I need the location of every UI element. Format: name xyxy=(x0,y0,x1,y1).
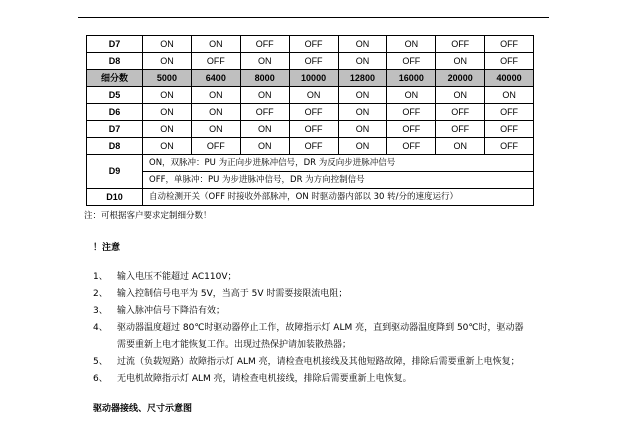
table-cell: ON xyxy=(143,104,192,121)
row-label: 细分数 xyxy=(87,70,143,87)
table-cell: OFF xyxy=(485,104,534,121)
table-cell: 40000 xyxy=(485,70,534,87)
table-cell: OFF xyxy=(289,104,338,121)
table-cell: OFF xyxy=(387,104,436,121)
diagram-heading: 驱动器接线、尺寸示意图 xyxy=(93,404,193,414)
table-cell: OFF xyxy=(485,36,534,53)
table-cell: ON xyxy=(240,87,289,104)
list-item-continuation: 需要重新上电才能恢复工作。出现过热保护请加装散热器； xyxy=(117,340,352,350)
table-cell: ON xyxy=(191,36,240,53)
table-cell: ON xyxy=(436,138,485,155)
table-cell: 10000 xyxy=(289,70,338,87)
table-cell: OFF xyxy=(240,36,289,53)
table-cell: ON xyxy=(240,53,289,70)
table-cell: OFF xyxy=(289,121,338,138)
table-cell: ON xyxy=(191,87,240,104)
table-cell: 16000 xyxy=(387,70,436,87)
table-cell: OFF xyxy=(191,53,240,70)
row-label: D7 xyxy=(87,121,143,138)
d9-row xyxy=(87,172,534,189)
switch-row xyxy=(87,53,534,70)
table-cell: ON xyxy=(143,87,192,104)
table-cell: OFF xyxy=(436,121,485,138)
list-item: 1、 输入电压不能超过 AC110V； xyxy=(93,272,237,282)
table-cell: ON xyxy=(143,36,192,53)
table-cell: ON xyxy=(143,121,192,138)
table-cell: OFF xyxy=(240,104,289,121)
d9-desc-on: ON，双脉冲：PU 为正向步进脉冲信号，DR 为反向步进脉冲信号 xyxy=(143,155,534,172)
table-cell: OFF xyxy=(191,138,240,155)
table-cell: ON xyxy=(338,104,387,121)
table-cell: 8000 xyxy=(240,70,289,87)
caution-heading: ！注意 xyxy=(93,243,121,253)
table-cell: ON xyxy=(485,87,534,104)
table-cell: OFF xyxy=(387,53,436,70)
table-cell: ON xyxy=(240,138,289,155)
row-label: D5 xyxy=(87,87,143,104)
list-item: 3、 输入脉冲信号下降沿有效； xyxy=(93,306,226,316)
d10-desc: 自动检测开关（OFF 时接收外部脉冲，ON 时驱动器内部以 30 转/分的速度运行） xyxy=(143,189,534,206)
table-cell: OFF xyxy=(387,121,436,138)
table-cell: ON xyxy=(143,53,192,70)
switch-row xyxy=(87,104,534,121)
d10-row xyxy=(87,189,534,206)
row-label: D7 xyxy=(87,36,143,53)
switch-row xyxy=(87,36,534,53)
table-cell: ON xyxy=(191,121,240,138)
table-cell: OFF xyxy=(485,53,534,70)
switch-row xyxy=(87,121,534,138)
table-cell: OFF xyxy=(387,138,436,155)
table-cell: ON xyxy=(387,36,436,53)
row-label: D8 xyxy=(87,53,143,70)
row-label: D8 xyxy=(87,138,143,155)
table-cell: ON xyxy=(436,87,485,104)
table-cell: ON xyxy=(143,138,192,155)
d9-row xyxy=(87,155,534,172)
table-cell: OFF xyxy=(436,104,485,121)
table-cell: ON xyxy=(387,87,436,104)
table-cell: 6400 xyxy=(191,70,240,87)
table-cell: OFF xyxy=(289,138,338,155)
table-cell: ON xyxy=(289,87,338,104)
row-label: D10 xyxy=(87,189,143,206)
list-item: 5、 过流（负载短路）故障指示灯 ALM 亮，请检查电机接线及其他短路故障，排除后需要重新上电恢复； xyxy=(93,357,520,367)
table-cell: ON xyxy=(338,87,387,104)
table-cell: OFF xyxy=(289,36,338,53)
switch-row xyxy=(87,87,534,104)
header-rule xyxy=(78,17,549,18)
table-cell: ON xyxy=(240,121,289,138)
list-item: 6、 无电机故障指示灯 ALM 亮，请检查电机接线，排除后需要重新上电恢复。 xyxy=(93,374,412,384)
table-cell: ON xyxy=(338,138,387,155)
table-cell: OFF xyxy=(436,36,485,53)
table-cell: 20000 xyxy=(436,70,485,87)
list-item: 2、 输入控制信号电平为 5V，当高于 5V 时需要接限流电阻； xyxy=(93,289,348,299)
row-label: D9 xyxy=(87,155,143,189)
d9-desc-off: OFF，单脉冲：PU 为步进脉冲信号，DR 为方向控制信号 xyxy=(143,172,534,189)
table-cell: OFF xyxy=(485,138,534,155)
table-cell: 12800 xyxy=(338,70,387,87)
table-cell: ON xyxy=(191,104,240,121)
caution-list xyxy=(93,267,524,386)
table-cell: 5000 xyxy=(143,70,192,87)
table-cell: ON xyxy=(436,53,485,70)
table-cell: ON xyxy=(338,121,387,138)
switch-row xyxy=(87,138,534,155)
table-cell: OFF xyxy=(485,121,534,138)
custom-subdivision-note: 注：可根据客户要求定制细分数！ xyxy=(84,211,212,221)
list-item: 4、 驱动器温度超过 80℃时驱动器停止工作，故障指示灯 ALM 亮，直到驱动器温度降到 50℃时，驱动器 xyxy=(93,323,524,333)
row-label: D6 xyxy=(87,104,143,121)
dip-switch-table xyxy=(86,35,534,206)
table-cell: ON xyxy=(338,36,387,53)
table-cell: ON xyxy=(338,53,387,70)
subdivision-row xyxy=(87,70,534,87)
table-cell: OFF xyxy=(289,53,338,70)
